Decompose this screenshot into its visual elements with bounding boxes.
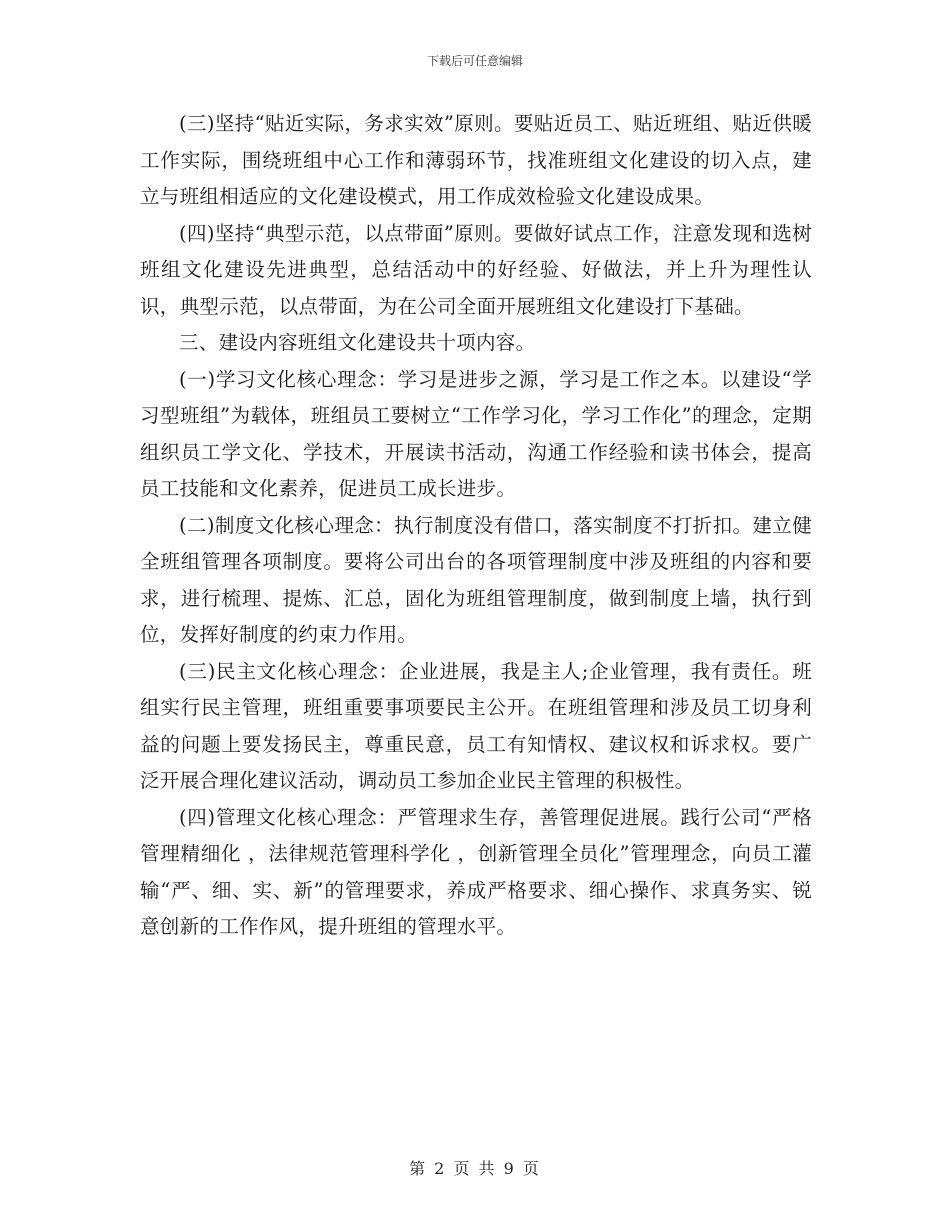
paragraph-management-culture: (四)管理文化核心理念：严管理求生存，善管理促进展。践行公司“严格管理精细化 ，法律规范管理科学化 ，创新管理全员化”管理理念，向员工灌输“严、细、实、新”的管理要求，养成严格要求、细心操作、求真务实、锐意创新的工作作风，提升班组的管理水平。: [140, 805, 812, 938]
paragraph-learning-culture: (一)学习文化核心理念：学习是进步之源，学习是工作之本。以建设“学习型班组”为载体，班组员工要树立“工作学习化，学习工作化”的理念，定期组织员工学文化、学技术，开展读书活动，沟通工作经验和读书体会，提高员工技能和文化素养，促进员工成长进步。: [140, 367, 812, 500]
paragraph-principle-four: (四)坚持“典型示范，以点带面”原则。要做好试点工作，注意发现和选树班组文化建设先进典型，总结活动中的好经验、好做法，并上升为理性认识，典型示范，以点带面，为在公司全面开展班组文化建设打下基础。: [140, 221, 812, 318]
page-footer: 第 2 页 共 9 页: [409, 1159, 541, 1178]
paragraph-democracy-culture: (三)民主文化核心理念：企业进展，我是主人;企业管理，我有责任。班组实行民主管理，班组重要事项要民主公开。在班组管理和涉及员工切身利益的问题上要发扬民主，尊重民意，员工有知情权、建议权和诉求权。要广泛开展合理化建议活动，调动员工参加企业民主管理的积极性。: [140, 659, 812, 792]
paragraph-system-culture: (二)制度文化核心理念：执行制度没有借口，落实制度不打折扣。建立健全班组管理各项制度。要将公司出台的各项管理制度中涉及班组的内容和要求，进行梳理、提炼、汇总，固化为班组管理制度，做到制度上墙，执行到位，发挥好制度的约束力作用。: [140, 513, 812, 646]
paragraph-principle-three: (三)坚持“贴近实际，务求实效”原则。要贴近员工、贴近班组、贴近供暖工作实际，围绕班组中心工作和薄弱环节，找准班组文化建设的切入点，建立与班组相适应的文化建设模式，用工作成效检验文化建设成果。: [140, 112, 812, 208]
page-header: 下载后可任意编辑: [426, 54, 523, 68]
document-body: [140, 106, 812, 946]
section-heading-content: 三、建设内容班组文化建设共十项内容。: [179, 331, 536, 354]
